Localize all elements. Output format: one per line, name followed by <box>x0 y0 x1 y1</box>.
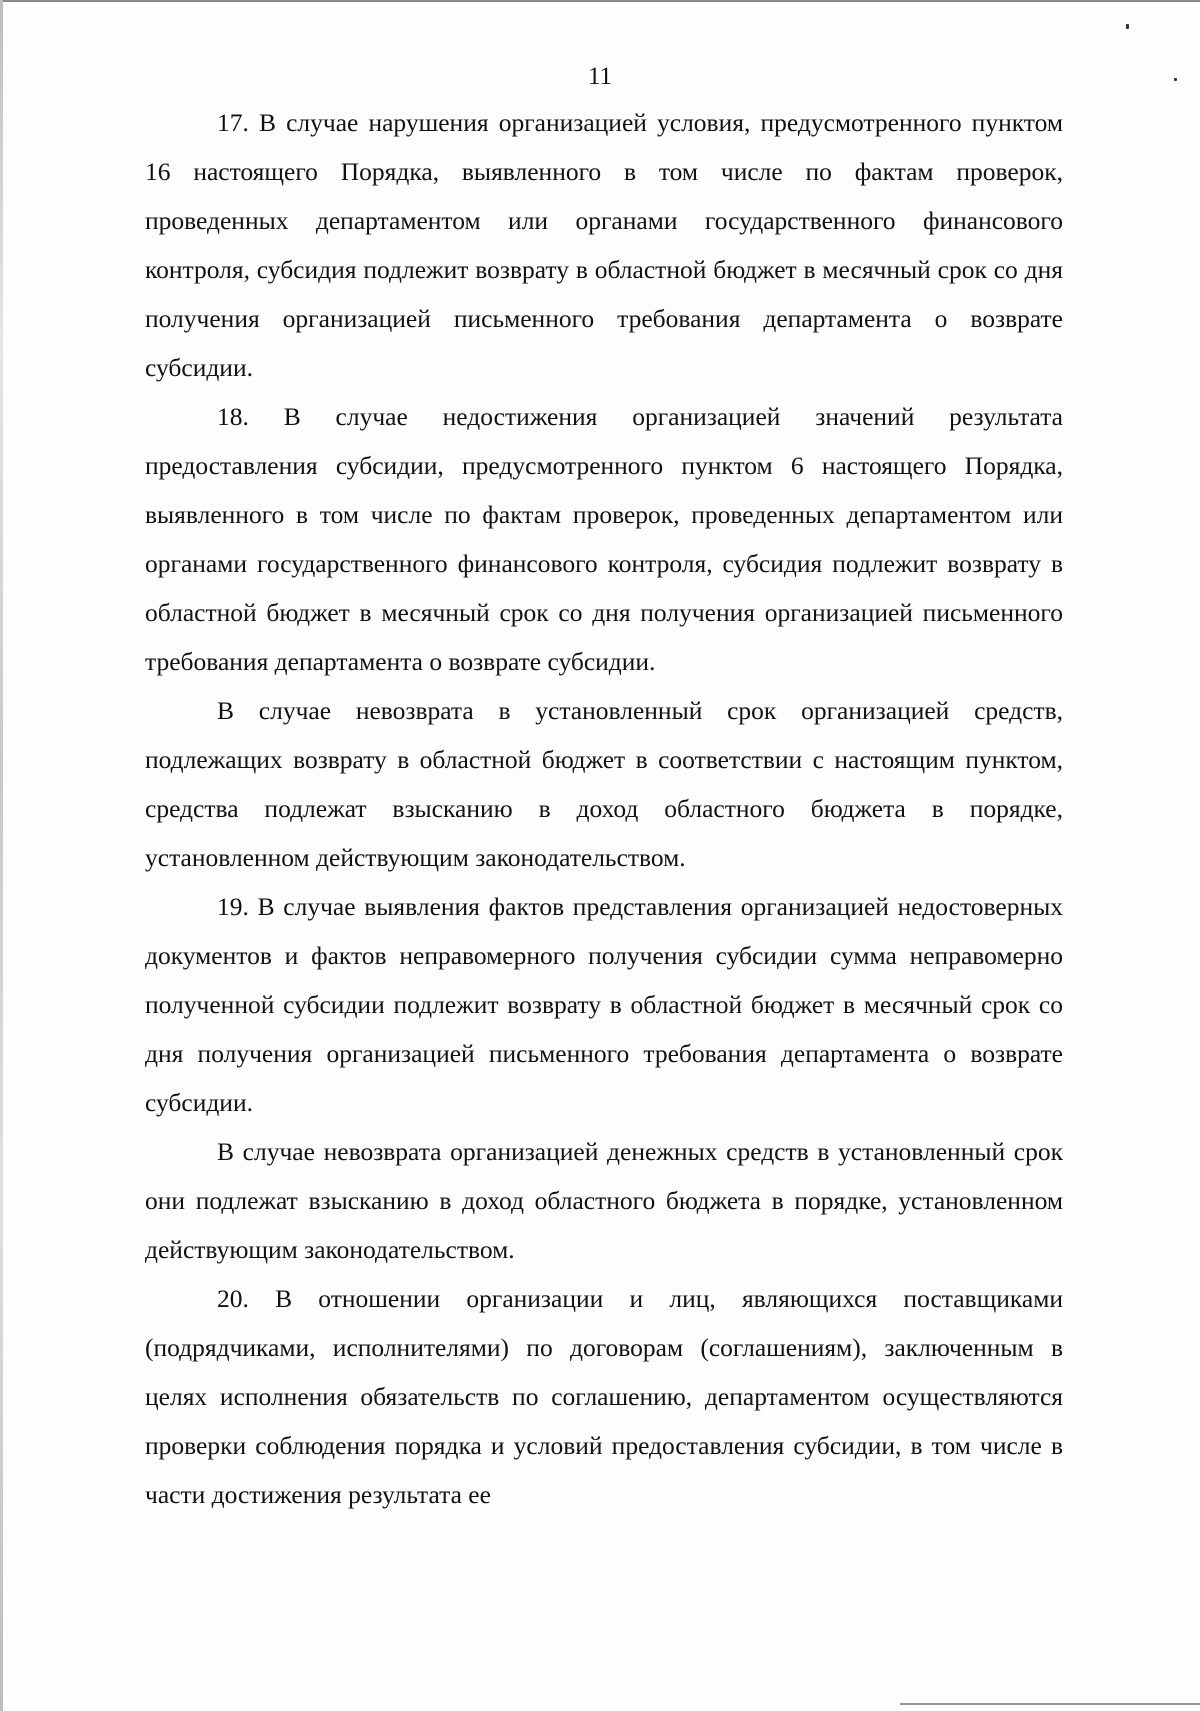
document-body <box>145 98 1063 1519</box>
scan-speck <box>1126 24 1129 29</box>
scan-top-edge <box>0 0 1200 2</box>
scan-left-edge <box>0 0 3 1711</box>
paragraph-18-continued: В случае невозврата в установленный срок организацией средств, подлежащих возврату в областной бюджет в соответствии с настоящим пунктом, средства подлежат взысканию в доход областного бюджета в порядке, установленном действующим законодательством. <box>145 696 1063 872</box>
paragraph-20: 20. В отношении организации и лиц, являющихся поставщиками (подрядчиками, исполнителями) по договорам (соглашениям), заключенным в целях исполнения обязательств по соглашению, департаментом осуществляются проверки соблюдения порядка и условий предоставления субсидии, в том числе в части достижения результата ее <box>145 1284 1063 1509</box>
paragraph-17: 17. В случае нарушения организацией условия, предусмотренного пунктом 16 настоящего Порядка, выявленного в том числе по фактам проверок, проведенных департаментом или органами государственного финансового контроля, субсидия подлежит возврату в областной бюджет в месячный срок со дня получения организацией письменного требования департамента о возврате субсидии. <box>145 108 1063 382</box>
paragraph-18: 18. В случае недостижения организацией значений результата предоставления субсидии, предусмотренного пунктом 6 настоящего Порядка, выявленного в том числе по фактам проверок, проведенных департаментом или органами государственного финансового контроля, субсидия подлежит возврату в областной бюджет в месячный срок со дня получения организацией письменного требования департамента о возврате субсидии. <box>145 402 1063 676</box>
paragraph-19-continued: В случае невозврата организацией денежных средств в установленный срок они подлежат взысканию в доход областного бюджета в порядке, установленном действующим законодательством. <box>145 1137 1063 1264</box>
scan-bottom-edge <box>900 1703 1200 1705</box>
paragraph-19: 19. В случае выявления фактов представления организацией недостоверных документов и фактов неправомерного получения субсидии сумма неправомерно полученной субсидии подлежит возврату в областной бюджет в месячный срок со дня получения организацией письменного требования департамента о возврате субсидии. <box>145 892 1063 1117</box>
page-number: 11 <box>587 63 613 90</box>
